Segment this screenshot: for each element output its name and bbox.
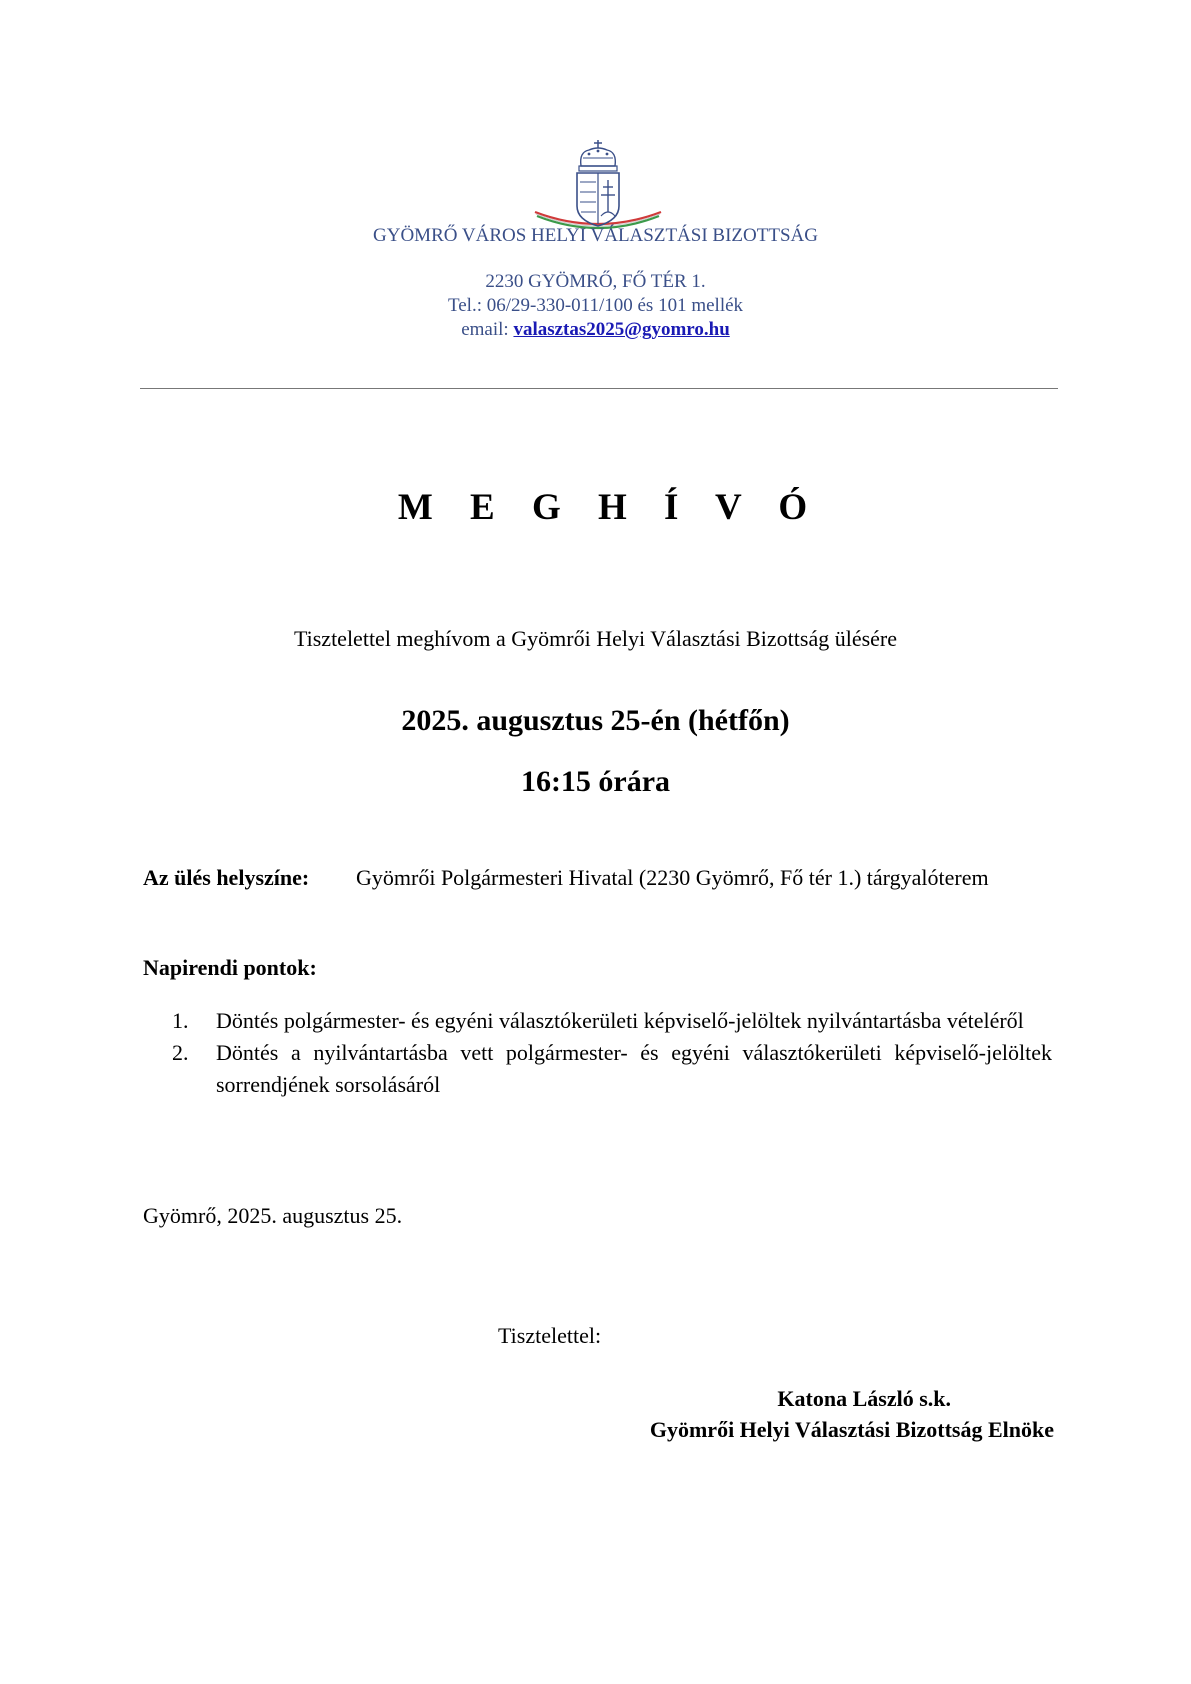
venue-value: Gyömrői Polgármesteri Hivatal (2230 Gyömrő, Fő tér 1.) tárgyalóterem [356, 865, 989, 890]
email-label: email: [461, 319, 509, 340]
page-title: M E G H Í V Ó [397, 487, 822, 528]
email-line [0, 318, 1191, 342]
address: 2230 GYÖMRŐ, FŐ TÉR 1. [485, 271, 706, 292]
header-divider [140, 388, 1058, 389]
signature-name: Katona László s.k. [777, 1386, 951, 1411]
meeting-date: 2025. augusztus 25-én (hétfőn) [401, 704, 790, 737]
agenda-item-number: 1. [172, 1008, 189, 1033]
email-link[interactable]: valasztas2025@gyomro.hu [513, 319, 730, 340]
list-item [172, 1005, 1052, 1037]
closing: Tisztelettel: [498, 1323, 602, 1348]
intro-text: Tisztelettel meghívom a Gyömrői Helyi Választási Bizottság ülésére [293, 626, 898, 651]
agenda-item-text: Döntés polgármester- és egyéni választókerületi képviselő-jelöltek nyilvántartásba vételéről [216, 1008, 1024, 1033]
agenda-item-text: Döntés a nyilvántartásba vett polgármester- és egyéni választókerületi képviselő-jelöltek sorrendjének sorsolásáról [216, 1040, 1052, 1097]
place-date: Gyömrő, 2025. augusztus 25. [143, 1203, 403, 1228]
org-name: GYÖMRŐ VÁROS HELYI VÁLASZTÁSI BIZOTTSÁG [373, 225, 818, 246]
venue-label: Az ülés helyszíne: [143, 865, 310, 890]
agenda-list [172, 1005, 1052, 1101]
meeting-time: 16:15 órára [520, 765, 671, 798]
signature-role: Gyömrői Helyi Választási Bizottság Elnöke [649, 1417, 1054, 1442]
agenda-heading: Napirendi pontok: [143, 955, 317, 980]
list-item [172, 1037, 1052, 1101]
agenda-item-number: 2. [172, 1040, 189, 1065]
phone: Tel.: 06/29-330-011/100 és 101 mellék [447, 295, 744, 316]
